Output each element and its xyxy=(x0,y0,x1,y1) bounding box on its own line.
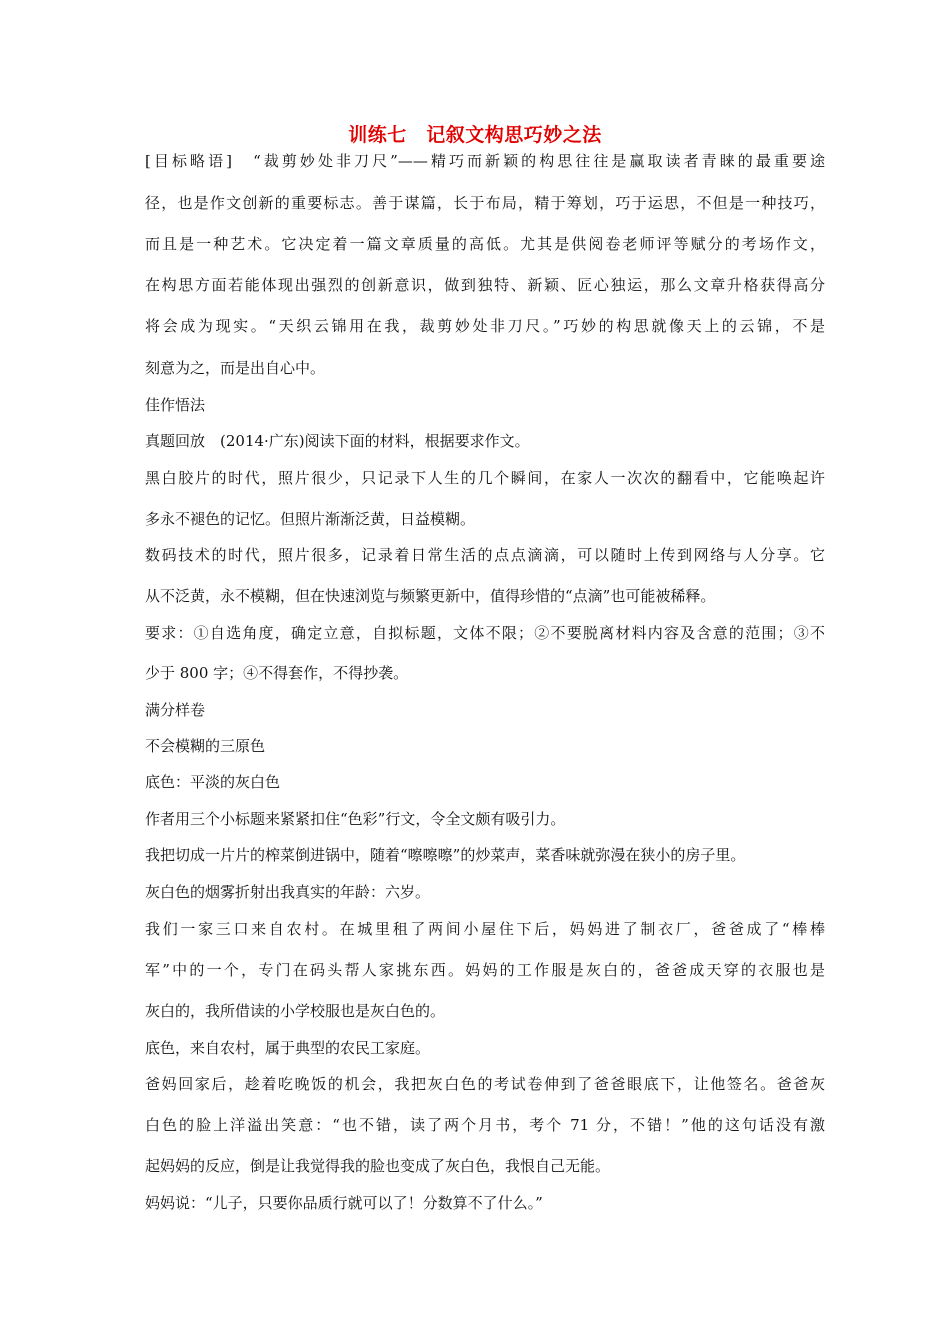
essay-para-3-line-2: 军”中的一个，专门在码头帮人家挑东西。妈妈的工作服是灰白的，爸爸成天穿的衣服也是 xyxy=(145,961,825,979)
essay-para-4: 底色，来自农村，属于典型的农民工家庭。 xyxy=(145,1039,431,1057)
essay-para-5-line-1: 爸妈回家后，趁着吃晚饭的机会，我把灰白色的考试卷伸到了爸爸眼底下，让他签名。爸爸灰 xyxy=(145,1075,825,1093)
essay-para-5-line-2: 白色的脸上洋溢出笑意：“也不错，读了两个月书，考个 71 分，不错！”他的这句话没有激 xyxy=(145,1116,825,1134)
essay-para-1: 我把切成一片片的榨菜倒进锅中，随着“嚓嚓嚓”的炒菜声，菜香味就弥漫在狭小的房子里。 xyxy=(145,846,746,864)
intro-line-6: 刻意为之，而是出自心中。 xyxy=(145,359,326,377)
essay-para-6: 妈妈说：“儿子，只要你品质行就可以了！分数算不了什么。” xyxy=(145,1194,543,1212)
essay-para-5-line-3: 起妈妈的反应，倒是让我觉得我的脸也变成了灰白色，我恨自己无能。 xyxy=(145,1157,611,1175)
requirement-line-1: 要求：①自选角度，确定立意，自拟标题，文体不限；②不要脱离材料内容及含意的范围；③不 xyxy=(145,624,825,642)
material-line-4: 从不泛黄，永不模糊，但在快速浏览与频繁更新中，值得珍惜的“点滴”也可能被稀释。 xyxy=(145,587,716,605)
prompt-intro: 真题回放 (2014·广东)阅读下面的材料，根据要求作文。 xyxy=(145,432,530,450)
material-line-1: 黑白胶片的时代，照片很少，只记录下人生的几个瞬间，在家人一次次的翻看中，它能唤起许 xyxy=(145,469,825,487)
section-heading-manfen: 满分样卷 xyxy=(145,701,206,719)
section-heading-jiazuo: 佳作悟法 xyxy=(145,396,206,414)
material-line-2: 多永不褪色的记忆。但照片渐渐泛黄，日益模糊。 xyxy=(145,510,476,528)
intro-line-1: [目标略语] “裁剪妙处非刀尺”——精巧而新颖的构思往往是赢取读者青睐的最重要途 xyxy=(145,152,825,170)
intro-line-4: 在构思方面若能体现出强烈的创新意识，做到独特、新颖、匠心独运，那么文章升格获得高分 xyxy=(145,276,825,294)
material-line-3: 数码技术的时代，照片很多，记录着日常生活的点点滴滴，可以随时上传到网络与人分享。它 xyxy=(145,546,825,564)
essay-para-3-line-3: 灰白的，我所借读的小学校服也是灰白色的。 xyxy=(145,1002,446,1020)
essay-comment: 作者用三个小标题来紧紧扣住“色彩”行文，令全文颇有吸引力。 xyxy=(145,810,566,828)
essay-title: 不会模糊的三原色 xyxy=(145,737,266,755)
requirement-line-2: 少于 800 字；④不得套作，不得抄袭。 xyxy=(145,664,409,682)
essay-para-2: 灰白色的烟雾折射出我真实的年龄：六岁。 xyxy=(145,883,431,901)
intro-line-2: 径，也是作文创新的重要标志。善于谋篇，长于布局，精于筹划，巧于运思，不但是一种技巧， xyxy=(145,194,825,212)
intro-line-3: 而且是一种艺术。它决定着一篇文章质量的高低。尤其是供阅卷老师评等赋分的考场作文， xyxy=(145,235,825,253)
essay-subtitle-1: 底色：平淡的灰白色 xyxy=(145,773,281,791)
page-title: 训练七 记叙文构思巧妙之法 xyxy=(348,124,602,146)
essay-para-3-line-1: 我们一家三口来自农村。在城里租了两间小屋住下后，妈妈进了制衣厂，爸爸成了“棒棒 xyxy=(145,920,825,938)
intro-line-5: 将会成为现实。“天织云锦用在我，裁剪妙处非刀尺。”巧妙的构思就像天上的云锦，不是 xyxy=(145,317,825,335)
